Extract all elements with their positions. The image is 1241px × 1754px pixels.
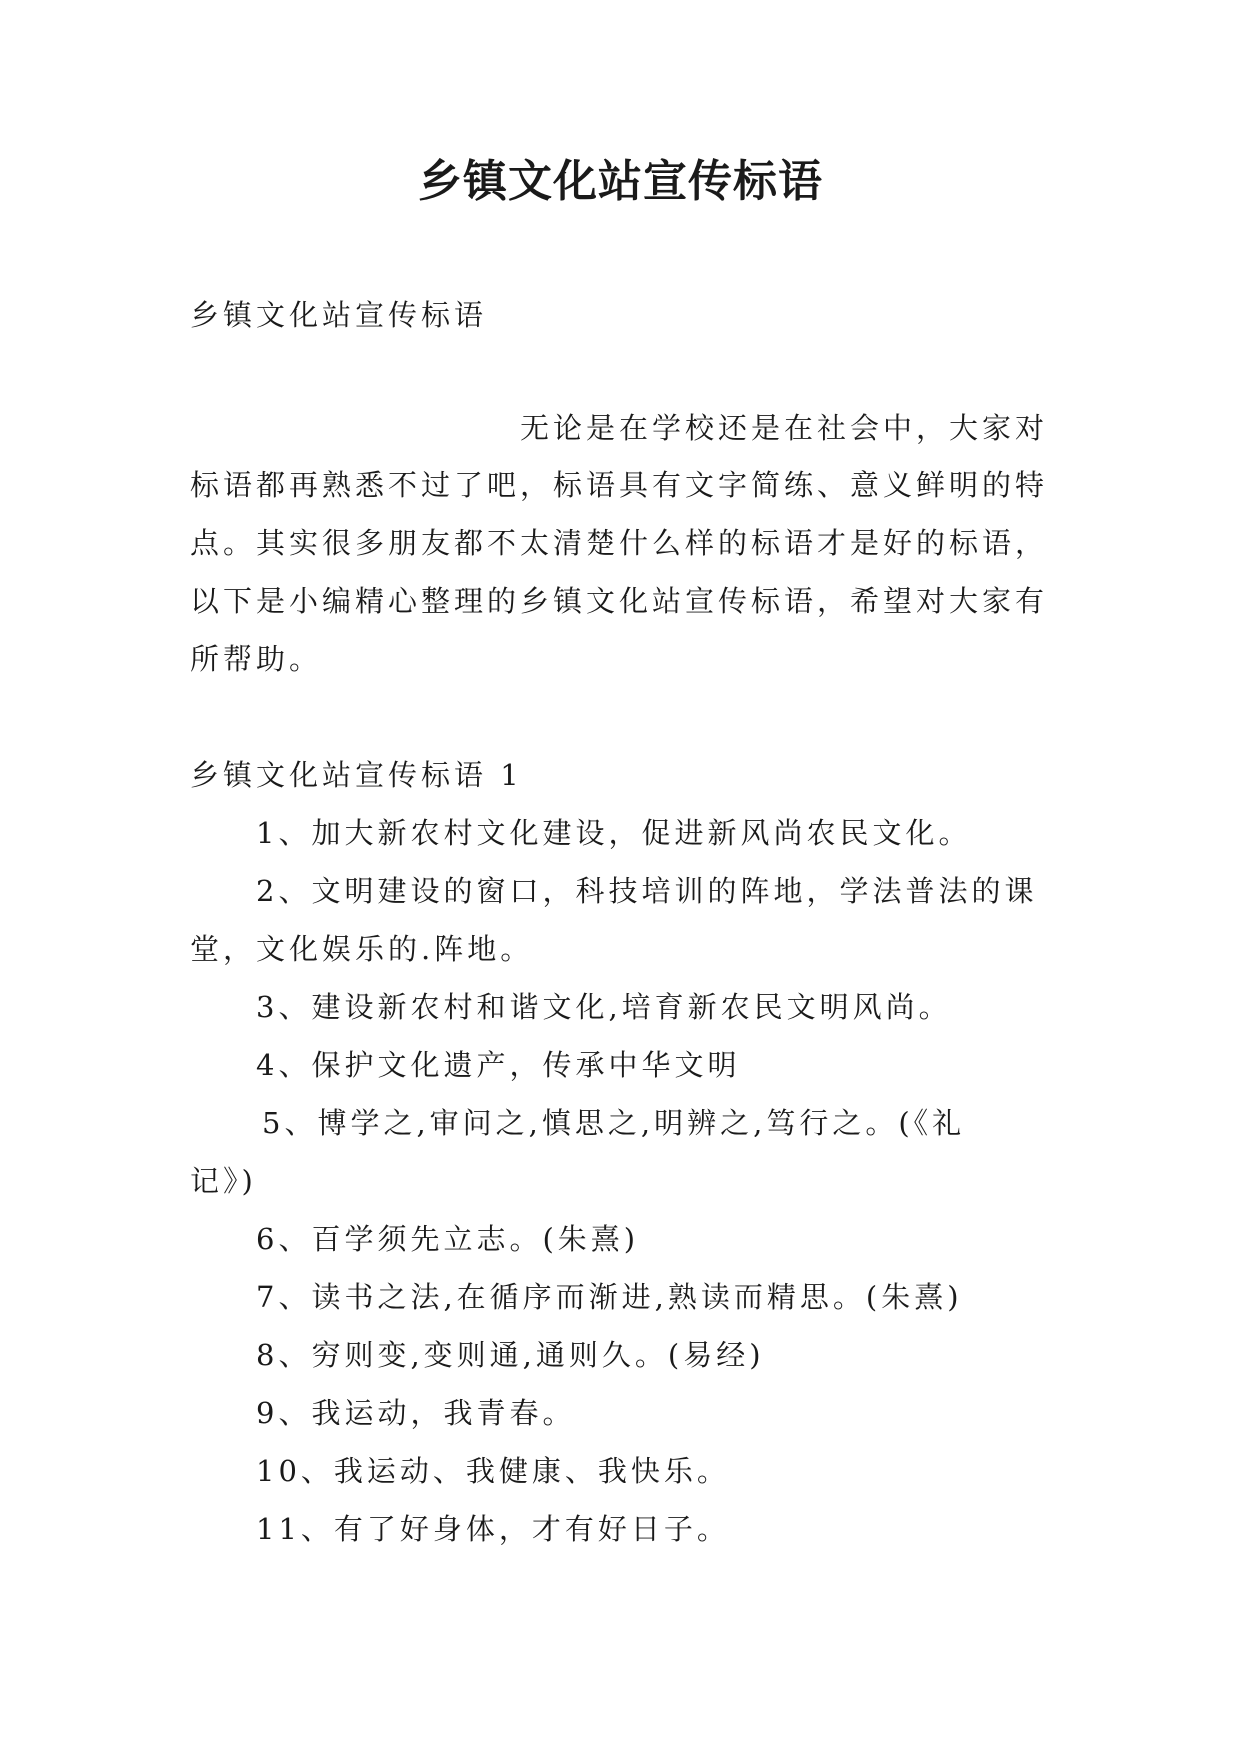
slogan-item-2-cont: 堂，文化娱乐的.阵地。 — [190, 932, 534, 966]
intro-line-2: 标语都再熟悉不过了吧，标语具有文字简练、意义鲜明的特 — [190, 468, 1049, 502]
intro-line-4: 以下是小编精心整理的乡镇文化站宣传标语，希望对大家有 — [190, 584, 1049, 618]
section-heading: 乡镇文化站宣传标语 1 — [190, 758, 523, 792]
slogan-item-3: 3、建设新农村和谐文化,培育新农民文明风尚。 — [256, 990, 952, 1024]
slogan-item-8: 8、穷则变,变则通,通则久。(易经) — [256, 1338, 765, 1372]
slogan-item-5: 5、博学之,审问之,慎思之,明辨之,笃行之。(《礼 — [262, 1106, 966, 1140]
slogan-item-4: 4、保护文化遗产，传承中华文明 — [256, 1048, 741, 1082]
intro-line-1: 无论是在学校还是在社会中，大家对 — [520, 411, 1049, 445]
document-title: 乡镇文化站宣传标语 — [418, 156, 823, 207]
slogan-item-6: 6、百学须先立志。(朱熹) — [256, 1222, 640, 1256]
slogan-item-9: 9、我运动，我青春。 — [256, 1396, 576, 1430]
slogan-item-5-cont: 记》) — [190, 1164, 257, 1198]
intro-line-3: 点。其实很多朋友都不太清楚什么样的标语才是好的标语， — [190, 526, 1049, 560]
slogan-item-2: 2、文明建设的窗口，科技培训的阵地，学法普法的课 — [256, 874, 1038, 908]
slogan-item-11: 11、有了好身体，才有好日子。 — [256, 1512, 730, 1546]
slogan-item-1: 1、加大新农村文化建设，促进新风尚农民文化。 — [256, 816, 972, 850]
intro-line-5: 所帮助。 — [190, 642, 323, 676]
slogan-item-10: 10、我运动、我健康、我快乐。 — [256, 1454, 730, 1488]
subtitle: 乡镇文化站宣传标语 — [190, 298, 488, 332]
slogan-item-7: 7、读书之法,在循序而渐进,熟读而精思。(朱熹) — [256, 1280, 963, 1314]
